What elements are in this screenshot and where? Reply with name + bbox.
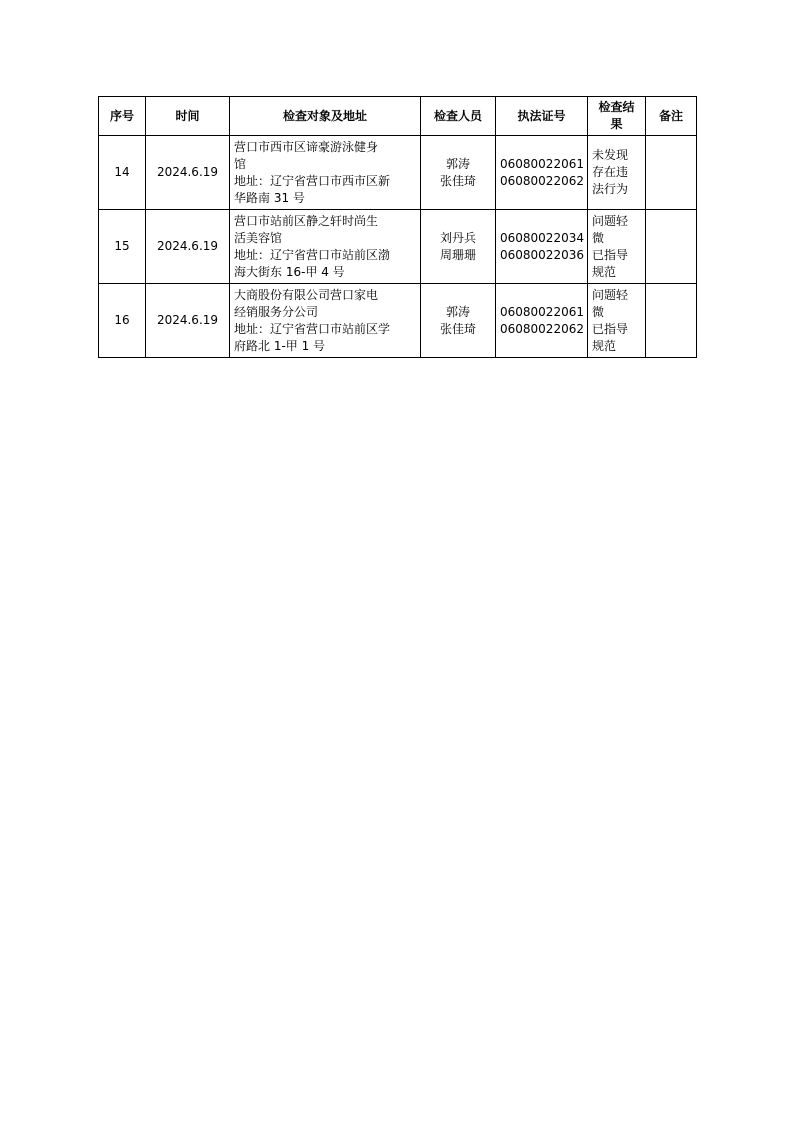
cell-target: 营口市西市区谛豪游泳健身 馆 地址：辽宁省营口市西市区新 华路南 31 号 [230,136,421,210]
cell-cert: 06080022061 06080022062 [496,284,588,358]
cell-seq: 15 [99,210,146,284]
cell-target: 营口市站前区静之轩时尚生 活美容馆 地址：辽宁省营口市站前区渤 海大街东 16-甲 4 号 [230,210,421,284]
header-seq: 序号 [99,97,146,136]
cell-remark [646,284,697,358]
cell-cert: 06080022061 06080022062 [496,136,588,210]
table-header [99,97,697,136]
table-row [99,210,697,284]
table-row [99,284,697,358]
header-remark: 备注 [646,97,697,136]
cell-cert: 06080022034 06080022036 [496,210,588,284]
inspection-table [98,96,697,358]
cell-remark [646,136,697,210]
cell-seq: 16 [99,284,146,358]
header-time: 时间 [146,97,230,136]
cell-inspector: 郭涛 张佳琦 [421,284,496,358]
cell-result: 问题轻 微 已指导 规范 [588,210,646,284]
cell-inspector: 郭涛 张佳琦 [421,136,496,210]
cell-seq: 14 [99,136,146,210]
cell-time: 2024.6.19 [146,210,230,284]
cell-time: 2024.6.19 [146,284,230,358]
header-row [99,97,697,136]
cell-result: 未发现 存在违 法行为 [588,136,646,210]
cell-result: 问题轻 微 已指导 规范 [588,284,646,358]
table-body [99,136,697,358]
cell-target: 大商股份有限公司营口家电 经销服务分公司 地址：辽宁省营口市站前区学 府路北 1-甲 1 号 [230,284,421,358]
cell-inspector: 刘丹兵 周珊珊 [421,210,496,284]
header-target: 检查对象及地址 [230,97,421,136]
header-result: 检查结 果 [588,97,646,136]
header-inspector: 检查人员 [421,97,496,136]
table-row [99,136,697,210]
header-cert: 执法证号 [496,97,588,136]
cell-time: 2024.6.19 [146,136,230,210]
cell-remark [646,210,697,284]
